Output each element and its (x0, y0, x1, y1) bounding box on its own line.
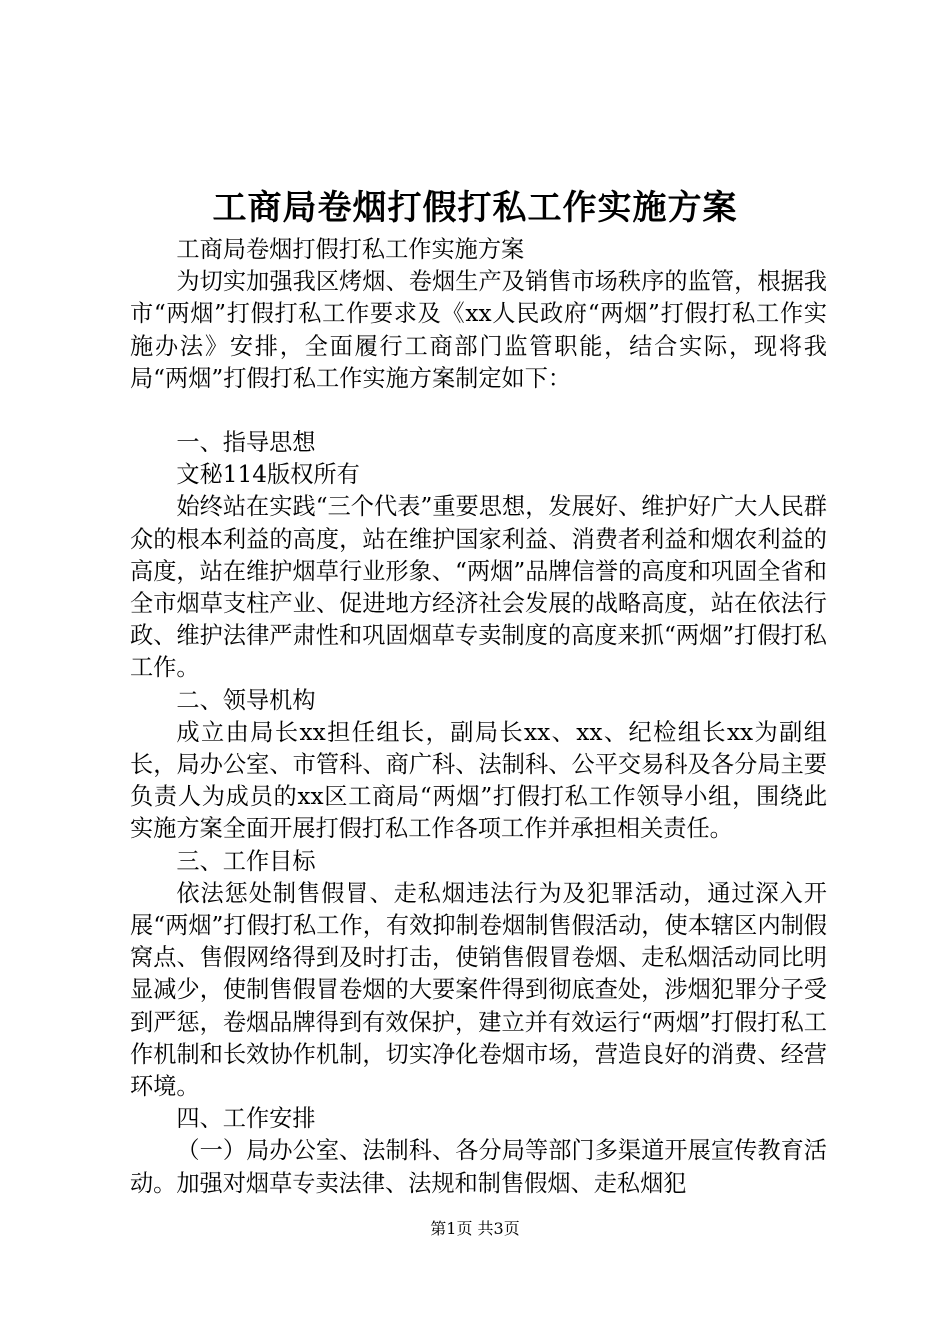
section-heading-arrangement: 四、工作安排 (176, 1105, 316, 1133)
paragraph-arrangement-1: （一）局办公室、法制科、各分局等部门多渠道开展宣传教育活动。加强对烟草专卖法律、法规和制售假烟、走私烟犯 (130, 1137, 827, 1197)
page-footer: 第1页 共3页 (430, 1219, 520, 1238)
paragraph-copyright-note: 文秘114版权所有 (176, 461, 360, 489)
paragraph-guiding-ideology: 始终站在实践“三个代表”重要思想，发展好、维护好广大人民群众的根本利益的高度，站在维护国家利益、消费者利益和烟农利益的高度，站在维护烟草行业形象、“两烟”品牌信誉的高度和巩固全省和全市烟草支柱产业、促进地方经济社会发展的战略高度，站在依法行政、维护法律严肃性和巩固烟草专卖制度的高度来抓“两烟”打假打私工作。 (130, 493, 827, 682)
document-title: 工商局卷烟打假打私工作实施方案 (212, 188, 738, 228)
paragraph-blank (130, 395, 827, 427)
paragraph-intro: 为切实加强我区烤烟、卷烟生产及销售市场秩序的监管，根据我市“两烟”打假打私工作要求及《xx人民政府“两烟”打假打私工作实施办法》安排，全面履行工商部门监管职能，结合实际，现将我局“两烟”打假打私工作实施方案制定如下： (130, 268, 827, 392)
section-heading-goals: 三、工作目标 (176, 847, 316, 875)
section-heading-guiding-ideology: 一、指导思想 (176, 429, 316, 457)
paragraph-leadership: 成立由局长xx担任组长，副局长xx、xx、纪检组长xx为副组长，局办公室、市管科、商广科、法制科、公平交易科及各分局主要负责人为成员的xx区工商局“两烟”打假打私工作领导小组，围绕此实施方案全面开展打假打私工作各项工作并承担相关责任。 (130, 718, 827, 843)
document-body (130, 234, 827, 1200)
paragraph-goals: 依法惩处制售假冒、走私烟违法行为及犯罪活动，通过深入开展“两烟”打假打私工作，有效抑制卷烟制售假活动，使本辖区内制假窝点、售假网络得到及时打击，使销售假冒卷烟、走私烟活动同比明显减少，使制售假冒卷烟的大要案件得到彻底查处，涉烟犯罪分子受到严惩，卷烟品牌得到有效保护，建立并有效运行“两烟”打假打私工作机制和长效协作机制，切实净化卷烟市场，营造良好的消费、经营环境。 (130, 879, 827, 1101)
paragraph-subtitle: 工商局卷烟打假打私工作实施方案 (176, 236, 525, 263)
section-heading-leadership: 二、领导机构 (176, 686, 316, 714)
